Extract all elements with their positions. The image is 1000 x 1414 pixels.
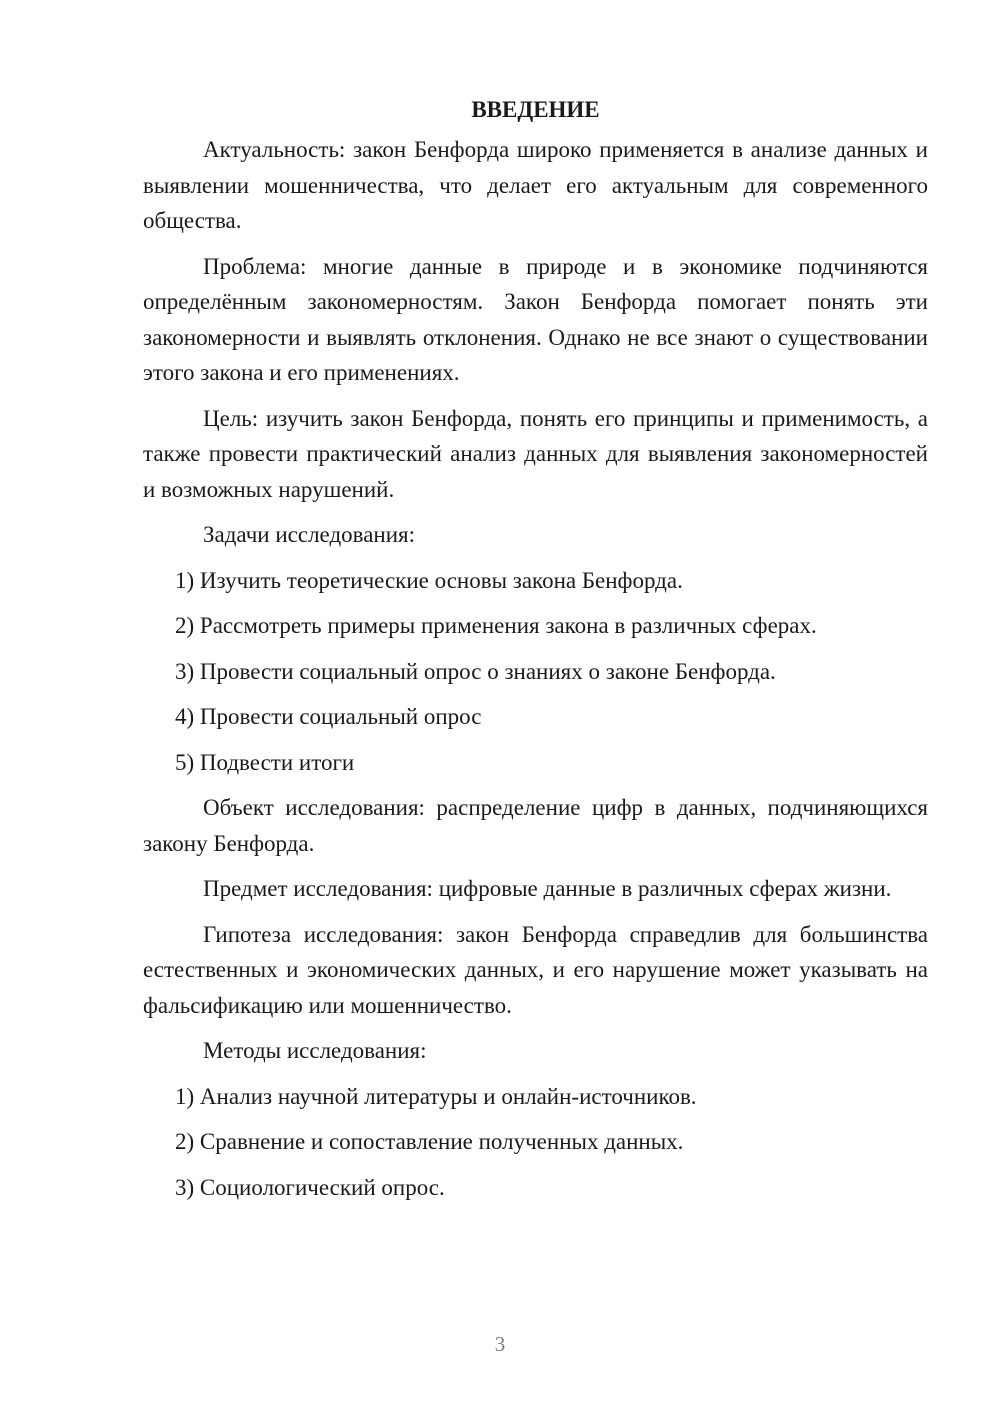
problem-paragraph: Проблема: многие данные в природе и в экономике подчиняются определённым закономерностям. Закон Бенфорда помогает понять эти закономерности и выявлять отклонения. Однако не все знают о существовании этого закона и его применениях. (143, 253, 928, 385)
hypothesis-paragraph: Гипотеза исследования: закон Бенфорда справедлив для большинства естественных и экономических данных, и его нарушение может указывать на фальсификацию или мошенничество. (143, 921, 928, 1018)
page-number: 3 (494, 1332, 506, 1356)
task-item: 5) Подвести итоги (175, 749, 355, 775)
task-item: 1) Изучить теоретические основы закона Бенфорда. (175, 567, 683, 593)
task-item: 4) Провести социальный опрос (175, 704, 482, 729)
task-item: 2) Рассмотреть примеры применения закона в различных сферах. (175, 613, 817, 638)
tasks-list (143, 563, 928, 781)
subject-paragraph: Предмет исследования: цифровые данные в различных сферах жизни. (203, 876, 892, 901)
task-item: 3) Провести социальный опрос о знаниях о законе Бенфорда. (175, 658, 776, 684)
methods-title: Методы исследования: (203, 1038, 427, 1063)
methods-list (143, 1079, 928, 1206)
section-heading: ВВЕДЕНИЕ (471, 97, 600, 122)
goal-paragraph: Цель: изучить закон Бенфорда, понять его принципы и применимость, а также провести практический анализ данных для выявления закономерностей и возможных нарушений. (143, 405, 928, 502)
method-item: 3) Социологический опрос. (175, 1174, 445, 1200)
page-content (143, 92, 928, 1215)
method-item: 1) Анализ научной литературы и онлайн-источников. (175, 1083, 697, 1109)
object-paragraph: Объект исследования: распределение цифр в данных, подчиняющихся закону Бенфорда. (143, 795, 928, 856)
method-item: 2) Сравнение и сопоставление полученных данных. (175, 1129, 684, 1154)
tasks-title: Задачи исследования: (203, 522, 416, 547)
relevance-paragraph: Актуальность: закон Бенфорда широко применяется в анализе данных и выявлении мошенничества, что делает его актуальным для современного общества. (143, 137, 928, 233)
